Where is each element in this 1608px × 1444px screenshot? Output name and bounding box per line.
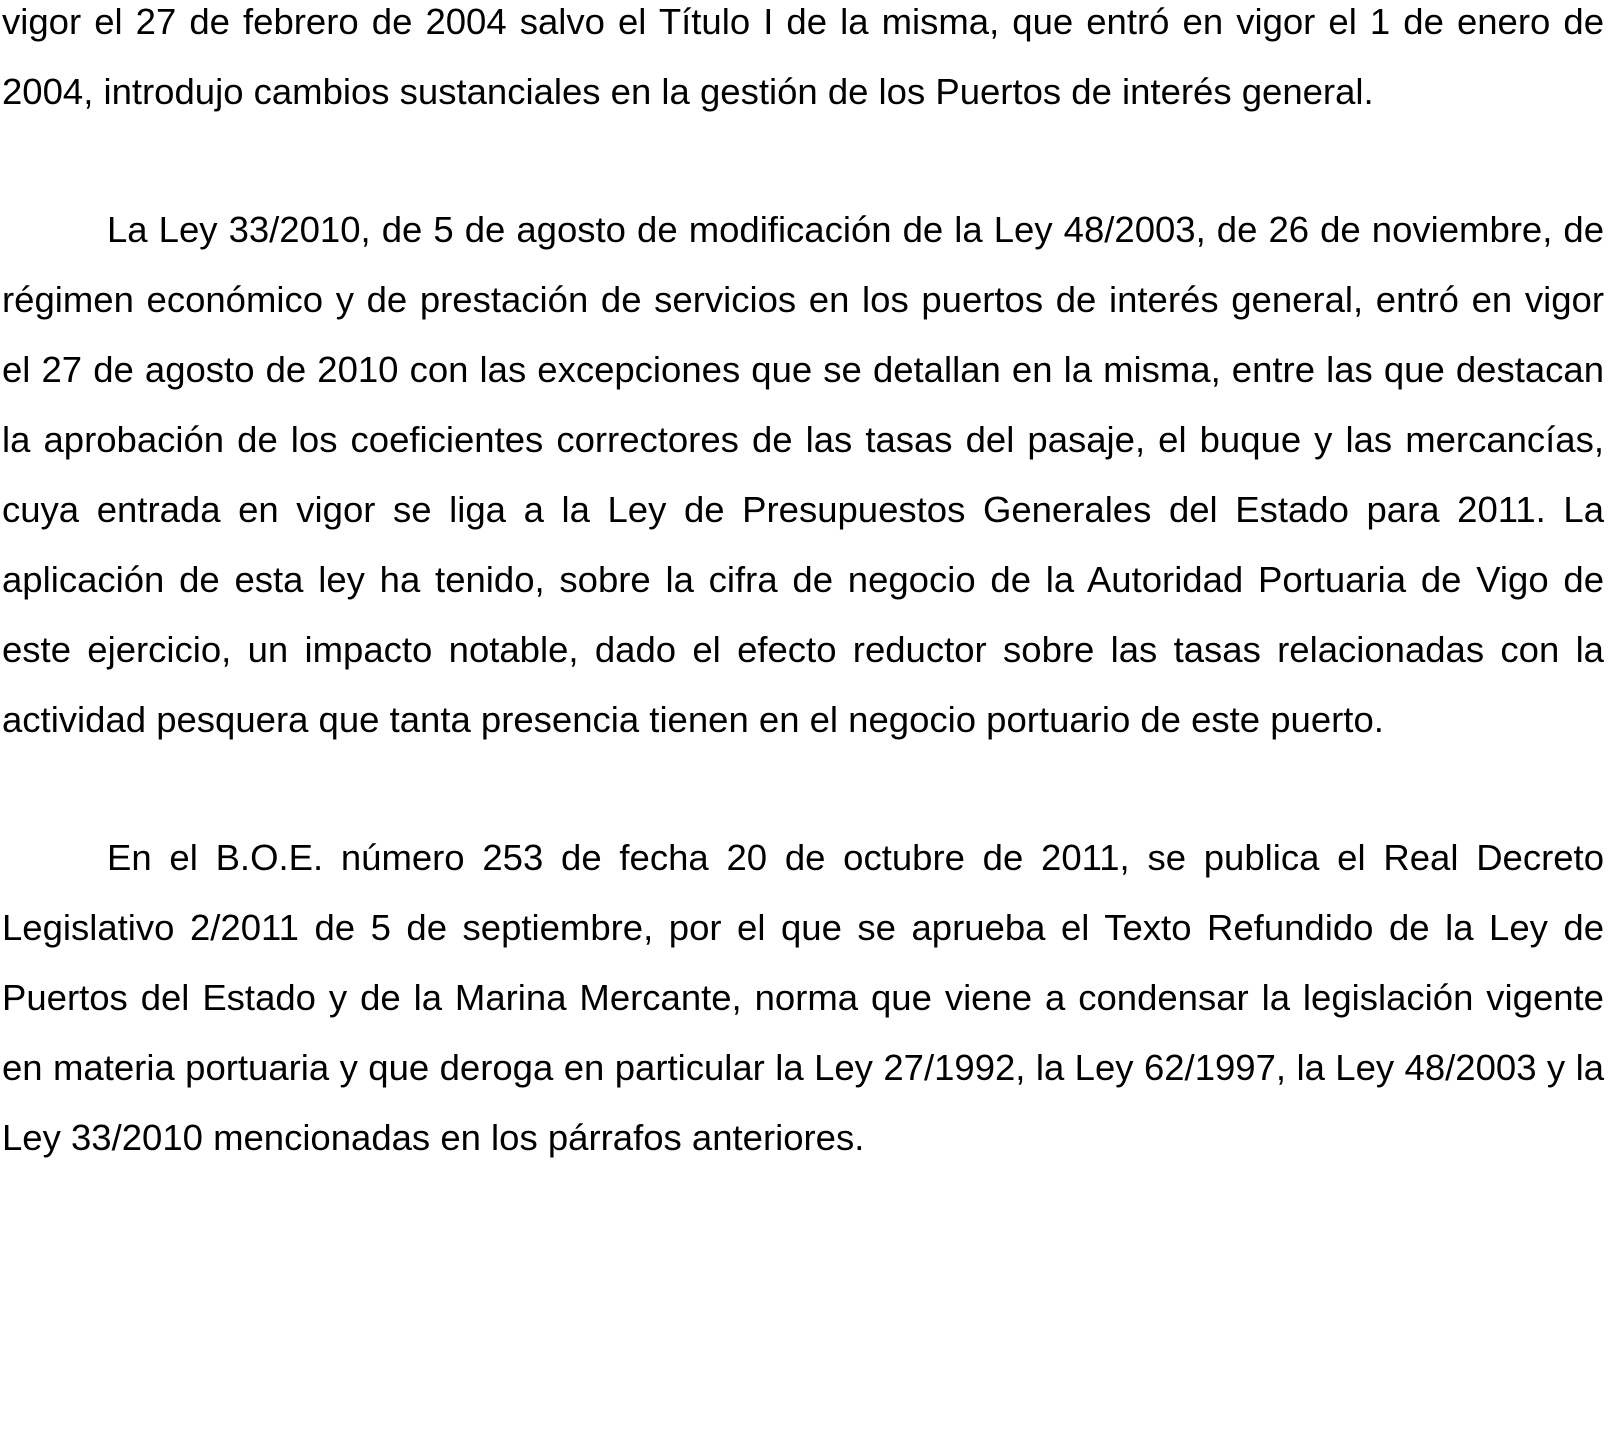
paragraph-real-decreto-2-2011: En el B.O.E. número 253 de fecha 20 de octubre de 2011, se publica el Real Decreto Legislativo 2/2011 de 5 de septiembre, por el que se aprueba el Texto Refundido de la Ley de Puertos del Estado y de la Marina Mercante, norma que viene a condensar la legislación vigente en materia portuaria y que deroga en particular la Ley 27/1992, la Ley 62/1997, la Ley 48/2003 y la Ley 33/2010 mencionadas en los párrafos anteriores. xyxy=(2,837,1604,1158)
paragraph-continuation: vigor el 27 de febrero de 2004 salvo el Título I de la misma, que entró en vigor el 1 de enero de 2004, introdujo cambios sustanciales en la gestión de los Puertos de interés general. xyxy=(2,1,1604,112)
paragraph-ley-33-2010: La Ley 33/2010, de 5 de agosto de modificación de la Ley 48/2003, de 26 de noviembre, de régimen económico y de prestación de servicios en los puertos de interés general, entró en vigor el 27 de agosto de 2010 con las excepciones que se detallan en la misma, entre las que destacan la aprobación de los coeficientes correctores de las tasas del pasaje, el buque y las mercancías, cuya entrada en vigor se liga a la Ley de Presupuestos Generales del Estado para 2011. La aplicación de esta ley ha tenido, sobre la cifra de negocio de la Autoridad Portuaria de Vigo de este ejercicio, un impacto notable, dado el efecto reductor sobre las tasas relacionadas con la actividad pesquera que tanta presencia tienen en el negocio portuario de este puerto. xyxy=(2,209,1604,740)
